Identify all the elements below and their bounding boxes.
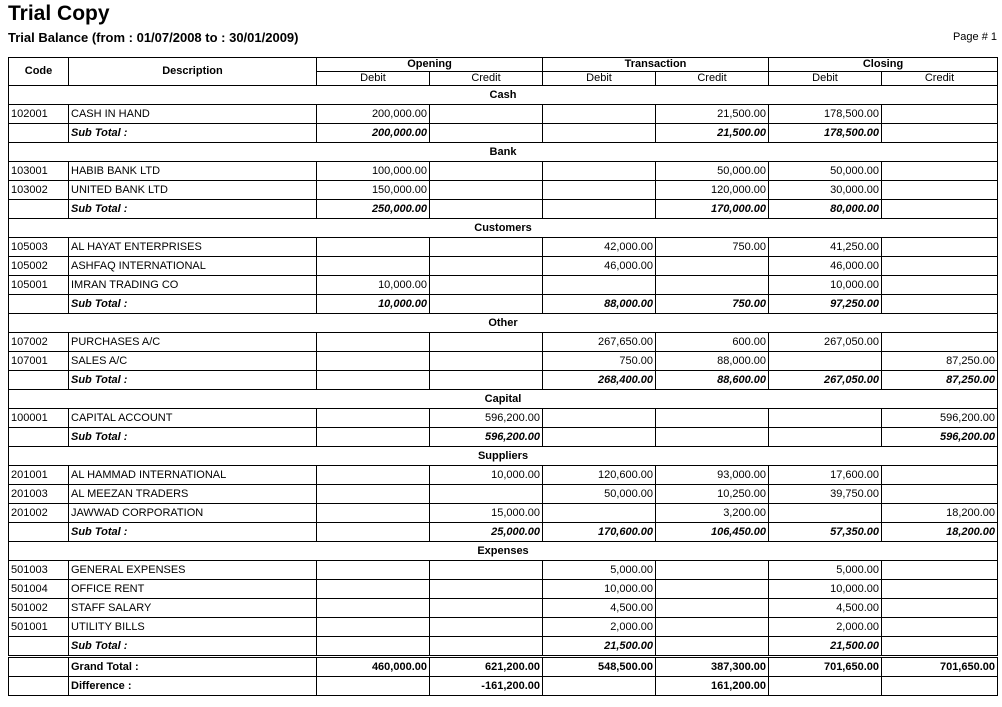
- cell-closing-debit: 17,600.00: [769, 466, 882, 485]
- subtotal-opening-credit: [430, 637, 543, 657]
- cell-transaction-debit: 10,000.00: [543, 580, 656, 599]
- cell-opening-credit: 596,200.00: [430, 409, 543, 428]
- difference-label: Difference :: [69, 677, 317, 696]
- cell-transaction-debit: [543, 409, 656, 428]
- account-description: AL HAYAT ENTERPRISES: [69, 238, 317, 257]
- subtotal-label: Sub Total :: [69, 428, 317, 447]
- subtotal-closing-debit: 97,250.00: [769, 295, 882, 314]
- subtotal-row: [9, 124, 998, 143]
- cell-transaction-debit: 46,000.00: [543, 257, 656, 276]
- cell-closing-credit: 596,200.00: [882, 409, 998, 428]
- cell-transaction-debit: 267,650.00: [543, 333, 656, 352]
- cell-opening-debit: [317, 466, 430, 485]
- cell-transaction-debit: 4,500.00: [543, 599, 656, 618]
- cell-transaction-debit: [543, 162, 656, 181]
- group-name: Capital: [9, 390, 998, 409]
- account-code: 501003: [9, 561, 69, 580]
- subtotal-closing-credit: [882, 295, 998, 314]
- cell-closing-debit: 4,500.00: [769, 599, 882, 618]
- cell-opening-credit: [430, 599, 543, 618]
- cell-transaction-credit: [656, 561, 769, 580]
- account-description: JAWWAD CORPORATION: [69, 504, 317, 523]
- cell-closing-credit: 18,200.00: [882, 504, 998, 523]
- difference-transaction-credit: 161,200.00: [656, 677, 769, 696]
- cell-opening-credit: [430, 181, 543, 200]
- table-row: [9, 485, 998, 504]
- account-code: 103002: [9, 181, 69, 200]
- table-row: [9, 599, 998, 618]
- group-name: Expenses: [9, 542, 998, 561]
- account-description: UTILITY BILLS: [69, 618, 317, 637]
- cell-closing-credit: [882, 599, 998, 618]
- subtotal-code-cell: [9, 523, 69, 542]
- subtotal-label: Sub Total :: [69, 523, 317, 542]
- col-header-transaction: Transaction: [543, 58, 769, 72]
- cell-transaction-credit: [656, 409, 769, 428]
- cell-transaction-debit: 750.00: [543, 352, 656, 371]
- subtotal-closing-credit: 18,200.00: [882, 523, 998, 542]
- subtotal-transaction-credit: [656, 428, 769, 447]
- subtotal-transaction-credit: 170,000.00: [656, 200, 769, 219]
- subtotal-code-cell: [9, 428, 69, 447]
- subtotal-opening-debit: [317, 371, 430, 390]
- cell-closing-credit: [882, 485, 998, 504]
- grand-total-row: [9, 657, 998, 677]
- cell-opening-credit: 10,000.00: [430, 466, 543, 485]
- subtotal-opening-debit: 200,000.00: [317, 124, 430, 143]
- account-code: 501004: [9, 580, 69, 599]
- subtotal-label: Sub Total :: [69, 637, 317, 657]
- subtotal-row: [9, 200, 998, 219]
- subtotal-closing-credit: 87,250.00: [882, 371, 998, 390]
- subtotal-code-cell: [9, 371, 69, 390]
- subtotal-label: Sub Total :: [69, 200, 317, 219]
- subtotal-opening-debit: [317, 523, 430, 542]
- grand-total-closing-credit: 701,650.00: [882, 657, 998, 677]
- subtotal-closing-credit: [882, 637, 998, 657]
- report-subtitle: Trial Balance (from : 01/07/2008 to : 30/01/2009): [8, 30, 299, 45]
- table-row: [9, 333, 998, 352]
- report-title: Trial Copy: [8, 2, 110, 25]
- subtotal-transaction-debit: [543, 428, 656, 447]
- account-code: 501002: [9, 599, 69, 618]
- account-code: 105002: [9, 257, 69, 276]
- table-row: [9, 105, 998, 124]
- account-description: ASHFAQ INTERNATIONAL: [69, 257, 317, 276]
- cell-opening-debit: [317, 580, 430, 599]
- cell-transaction-credit: [656, 276, 769, 295]
- cell-closing-credit: [882, 580, 998, 599]
- group-header-row: [9, 447, 998, 466]
- cell-opening-credit: [430, 276, 543, 295]
- cell-opening-debit: [317, 257, 430, 276]
- cell-opening-debit: [317, 599, 430, 618]
- account-description: STAFF SALARY: [69, 599, 317, 618]
- subtotal-closing-debit: 267,050.00: [769, 371, 882, 390]
- group-header-row: [9, 314, 998, 333]
- cell-opening-debit: [317, 504, 430, 523]
- col-header-opening-debit: Debit: [317, 72, 430, 86]
- grand-total-opening-debit: 460,000.00: [317, 657, 430, 677]
- grand-total-label: Grand Total :: [69, 657, 317, 677]
- cell-opening-debit: [317, 561, 430, 580]
- group-header-row: [9, 542, 998, 561]
- subtotal-closing-credit: 596,200.00: [882, 428, 998, 447]
- col-header-closing: Closing: [769, 58, 998, 72]
- subtotal-code-cell: [9, 200, 69, 219]
- table-row: [9, 238, 998, 257]
- subtotal-opening-debit: 250,000.00: [317, 200, 430, 219]
- group-header-row: [9, 86, 998, 105]
- cell-opening-credit: 15,000.00: [430, 504, 543, 523]
- subtotal-closing-debit: [769, 428, 882, 447]
- cell-closing-credit: 87,250.00: [882, 352, 998, 371]
- subtotal-closing-debit: 80,000.00: [769, 200, 882, 219]
- subtotal-closing-debit: 21,500.00: [769, 637, 882, 657]
- cell-closing-debit: [769, 409, 882, 428]
- subtotal-row: [9, 523, 998, 542]
- cell-closing-credit: [882, 257, 998, 276]
- cell-opening-credit: [430, 485, 543, 504]
- account-description: GENERAL EXPENSES: [69, 561, 317, 580]
- account-description: UNITED BANK LTD: [69, 181, 317, 200]
- trial-balance-table: [8, 57, 998, 696]
- cell-closing-credit: [882, 561, 998, 580]
- cell-closing-credit: [882, 181, 998, 200]
- cell-closing-debit: 41,250.00: [769, 238, 882, 257]
- cell-transaction-credit: 600.00: [656, 333, 769, 352]
- cell-opening-credit: [430, 580, 543, 599]
- subtotal-code-cell: [9, 124, 69, 143]
- cell-transaction-debit: 120,600.00: [543, 466, 656, 485]
- difference-code-cell: [9, 677, 69, 696]
- cell-transaction-credit: [656, 599, 769, 618]
- subtotal-opening-credit: [430, 124, 543, 143]
- cell-opening-debit: 200,000.00: [317, 105, 430, 124]
- col-header-opening-credit: Credit: [430, 72, 543, 86]
- cell-opening-debit: [317, 238, 430, 257]
- cell-closing-debit: [769, 352, 882, 371]
- account-description: CASH IN HAND: [69, 105, 317, 124]
- subtotal-transaction-credit: 21,500.00: [656, 124, 769, 143]
- table-body: [9, 86, 998, 696]
- subtotal-closing-credit: [882, 200, 998, 219]
- cell-transaction-credit: 750.00: [656, 238, 769, 257]
- subtotal-opening-credit: 596,200.00: [430, 428, 543, 447]
- account-description: CAPITAL ACCOUNT: [69, 409, 317, 428]
- cell-opening-debit: 100,000.00: [317, 162, 430, 181]
- account-code: 107002: [9, 333, 69, 352]
- subtotal-transaction-credit: 88,600.00: [656, 371, 769, 390]
- cell-transaction-debit: [543, 504, 656, 523]
- account-code: 105003: [9, 238, 69, 257]
- subtotal-row: [9, 371, 998, 390]
- cell-closing-credit: [882, 333, 998, 352]
- cell-transaction-debit: [543, 105, 656, 124]
- group-name: Other: [9, 314, 998, 333]
- cell-opening-credit: [430, 105, 543, 124]
- account-description: AL HAMMAD INTERNATIONAL: [69, 466, 317, 485]
- cell-transaction-credit: [656, 618, 769, 637]
- subtotal-row: [9, 428, 998, 447]
- cell-transaction-debit: 5,000.00: [543, 561, 656, 580]
- group-name: Cash: [9, 86, 998, 105]
- cell-transaction-credit: [656, 580, 769, 599]
- account-code: 501001: [9, 618, 69, 637]
- cell-opening-debit: [317, 409, 430, 428]
- table-row: [9, 409, 998, 428]
- account-code: 201003: [9, 485, 69, 504]
- cell-closing-debit: 10,000.00: [769, 580, 882, 599]
- account-code: 102001: [9, 105, 69, 124]
- difference-closing-debit: [769, 677, 882, 696]
- subtotal-transaction-debit: 170,600.00: [543, 523, 656, 542]
- subtotal-code-cell: [9, 295, 69, 314]
- grand-total-transaction-debit: 548,500.00: [543, 657, 656, 677]
- table-row: [9, 276, 998, 295]
- subtotal-closing-debit: 178,500.00: [769, 124, 882, 143]
- cell-closing-debit: 2,000.00: [769, 618, 882, 637]
- grand-total-code-cell: [9, 657, 69, 677]
- cell-transaction-debit: [543, 181, 656, 200]
- cell-closing-debit: 10,000.00: [769, 276, 882, 295]
- subtotal-opening-debit: 10,000.00: [317, 295, 430, 314]
- cell-opening-debit: [317, 352, 430, 371]
- subtotal-transaction-credit: [656, 637, 769, 657]
- cell-opening-credit: [430, 333, 543, 352]
- difference-closing-credit: [882, 677, 998, 696]
- subtotal-transaction-credit: 106,450.00: [656, 523, 769, 542]
- table-row: [9, 257, 998, 276]
- subtotal-opening-credit: [430, 200, 543, 219]
- group-header-row: [9, 143, 998, 162]
- table-row: [9, 504, 998, 523]
- table-row: [9, 618, 998, 637]
- page-number: Page # 1: [952, 31, 997, 43]
- table-row: [9, 466, 998, 485]
- subtotal-label: Sub Total :: [69, 371, 317, 390]
- subtotal-closing-debit: 57,350.00: [769, 523, 882, 542]
- cell-opening-debit: [317, 333, 430, 352]
- table-row: [9, 561, 998, 580]
- account-code: 107001: [9, 352, 69, 371]
- col-header-transaction-credit: Credit: [656, 72, 769, 86]
- subtotal-opening-credit: [430, 371, 543, 390]
- account-description: OFFICE RENT: [69, 580, 317, 599]
- subtotal-opening-debit: [317, 428, 430, 447]
- cell-opening-credit: [430, 257, 543, 276]
- cell-transaction-credit: 93,000.00: [656, 466, 769, 485]
- subtotal-transaction-debit: [543, 200, 656, 219]
- group-name: Bank: [9, 143, 998, 162]
- cell-closing-credit: [882, 238, 998, 257]
- cell-closing-debit: 46,000.00: [769, 257, 882, 276]
- difference-transaction-debit: [543, 677, 656, 696]
- header-row-groups: [9, 58, 998, 72]
- account-description: PURCHASES A/C: [69, 333, 317, 352]
- subtotal-row: [9, 295, 998, 314]
- cell-closing-debit: 39,750.00: [769, 485, 882, 504]
- group-name: Customers: [9, 219, 998, 238]
- cell-closing-debit: 5,000.00: [769, 561, 882, 580]
- col-header-closing-credit: Credit: [882, 72, 998, 86]
- group-header-row: [9, 390, 998, 409]
- table-row: [9, 181, 998, 200]
- subtotal-transaction-debit: [543, 124, 656, 143]
- cell-closing-credit: [882, 276, 998, 295]
- subtotal-row: [9, 637, 998, 657]
- cell-opening-credit: [430, 238, 543, 257]
- difference-row: [9, 677, 998, 696]
- subtotal-opening-debit: [317, 637, 430, 657]
- grand-total-transaction-credit: 387,300.00: [656, 657, 769, 677]
- cell-closing-debit: 50,000.00: [769, 162, 882, 181]
- cell-transaction-debit: [543, 276, 656, 295]
- cell-opening-debit: [317, 485, 430, 504]
- cell-transaction-credit: 3,200.00: [656, 504, 769, 523]
- account-description: IMRAN TRADING CO: [69, 276, 317, 295]
- account-code: 105001: [9, 276, 69, 295]
- cell-closing-credit: [882, 162, 998, 181]
- account-description: AL MEEZAN TRADERS: [69, 485, 317, 504]
- table-row: [9, 352, 998, 371]
- difference-opening-debit: [317, 677, 430, 696]
- subtotal-opening-credit: [430, 295, 543, 314]
- subtotal-label: Sub Total :: [69, 124, 317, 143]
- group-name: Suppliers: [9, 447, 998, 466]
- account-code: 103001: [9, 162, 69, 181]
- cell-closing-credit: [882, 618, 998, 637]
- cell-closing-debit: [769, 504, 882, 523]
- cell-transaction-credit: [656, 257, 769, 276]
- cell-closing-debit: 30,000.00: [769, 181, 882, 200]
- cell-opening-debit: [317, 618, 430, 637]
- subtotal-code-cell: [9, 637, 69, 657]
- subtotal-transaction-debit: 268,400.00: [543, 371, 656, 390]
- cell-closing-credit: [882, 105, 998, 124]
- cell-transaction-credit: 50,000.00: [656, 162, 769, 181]
- grand-total-opening-credit: 621,200.00: [430, 657, 543, 677]
- cell-opening-debit: 150,000.00: [317, 181, 430, 200]
- account-code: 201001: [9, 466, 69, 485]
- cell-closing-credit: [882, 466, 998, 485]
- cell-transaction-credit: 120,000.00: [656, 181, 769, 200]
- col-header-closing-debit: Debit: [769, 72, 882, 86]
- cell-transaction-debit: 2,000.00: [543, 618, 656, 637]
- cell-opening-credit: [430, 162, 543, 181]
- subtotal-transaction-credit: 750.00: [656, 295, 769, 314]
- cell-closing-debit: 267,050.00: [769, 333, 882, 352]
- account-description: HABIB BANK LTD: [69, 162, 317, 181]
- subtotal-opening-credit: 25,000.00: [430, 523, 543, 542]
- cell-opening-credit: [430, 618, 543, 637]
- table-row: [9, 580, 998, 599]
- subtotal-label: Sub Total :: [69, 295, 317, 314]
- cell-opening-credit: [430, 561, 543, 580]
- table-row: [9, 162, 998, 181]
- grand-total-closing-debit: 701,650.00: [769, 657, 882, 677]
- account-code: 100001: [9, 409, 69, 428]
- subtotal-closing-credit: [882, 124, 998, 143]
- subtotal-transaction-debit: 21,500.00: [543, 637, 656, 657]
- difference-opening-credit: -161,200.00: [430, 677, 543, 696]
- subtotal-transaction-debit: 88,000.00: [543, 295, 656, 314]
- cell-closing-debit: 178,500.00: [769, 105, 882, 124]
- cell-opening-debit: 10,000.00: [317, 276, 430, 295]
- col-header-transaction-debit: Debit: [543, 72, 656, 86]
- col-header-code: Code: [9, 58, 69, 86]
- cell-transaction-credit: 21,500.00: [656, 105, 769, 124]
- cell-transaction-debit: 50,000.00: [543, 485, 656, 504]
- group-header-row: [9, 219, 998, 238]
- col-header-description: Description: [69, 58, 317, 86]
- account-description: SALES A/C: [69, 352, 317, 371]
- cell-transaction-credit: 10,250.00: [656, 485, 769, 504]
- account-code: 201002: [9, 504, 69, 523]
- cell-opening-credit: [430, 352, 543, 371]
- cell-transaction-debit: 42,000.00: [543, 238, 656, 257]
- cell-transaction-credit: 88,000.00: [656, 352, 769, 371]
- col-header-opening: Opening: [317, 58, 543, 72]
